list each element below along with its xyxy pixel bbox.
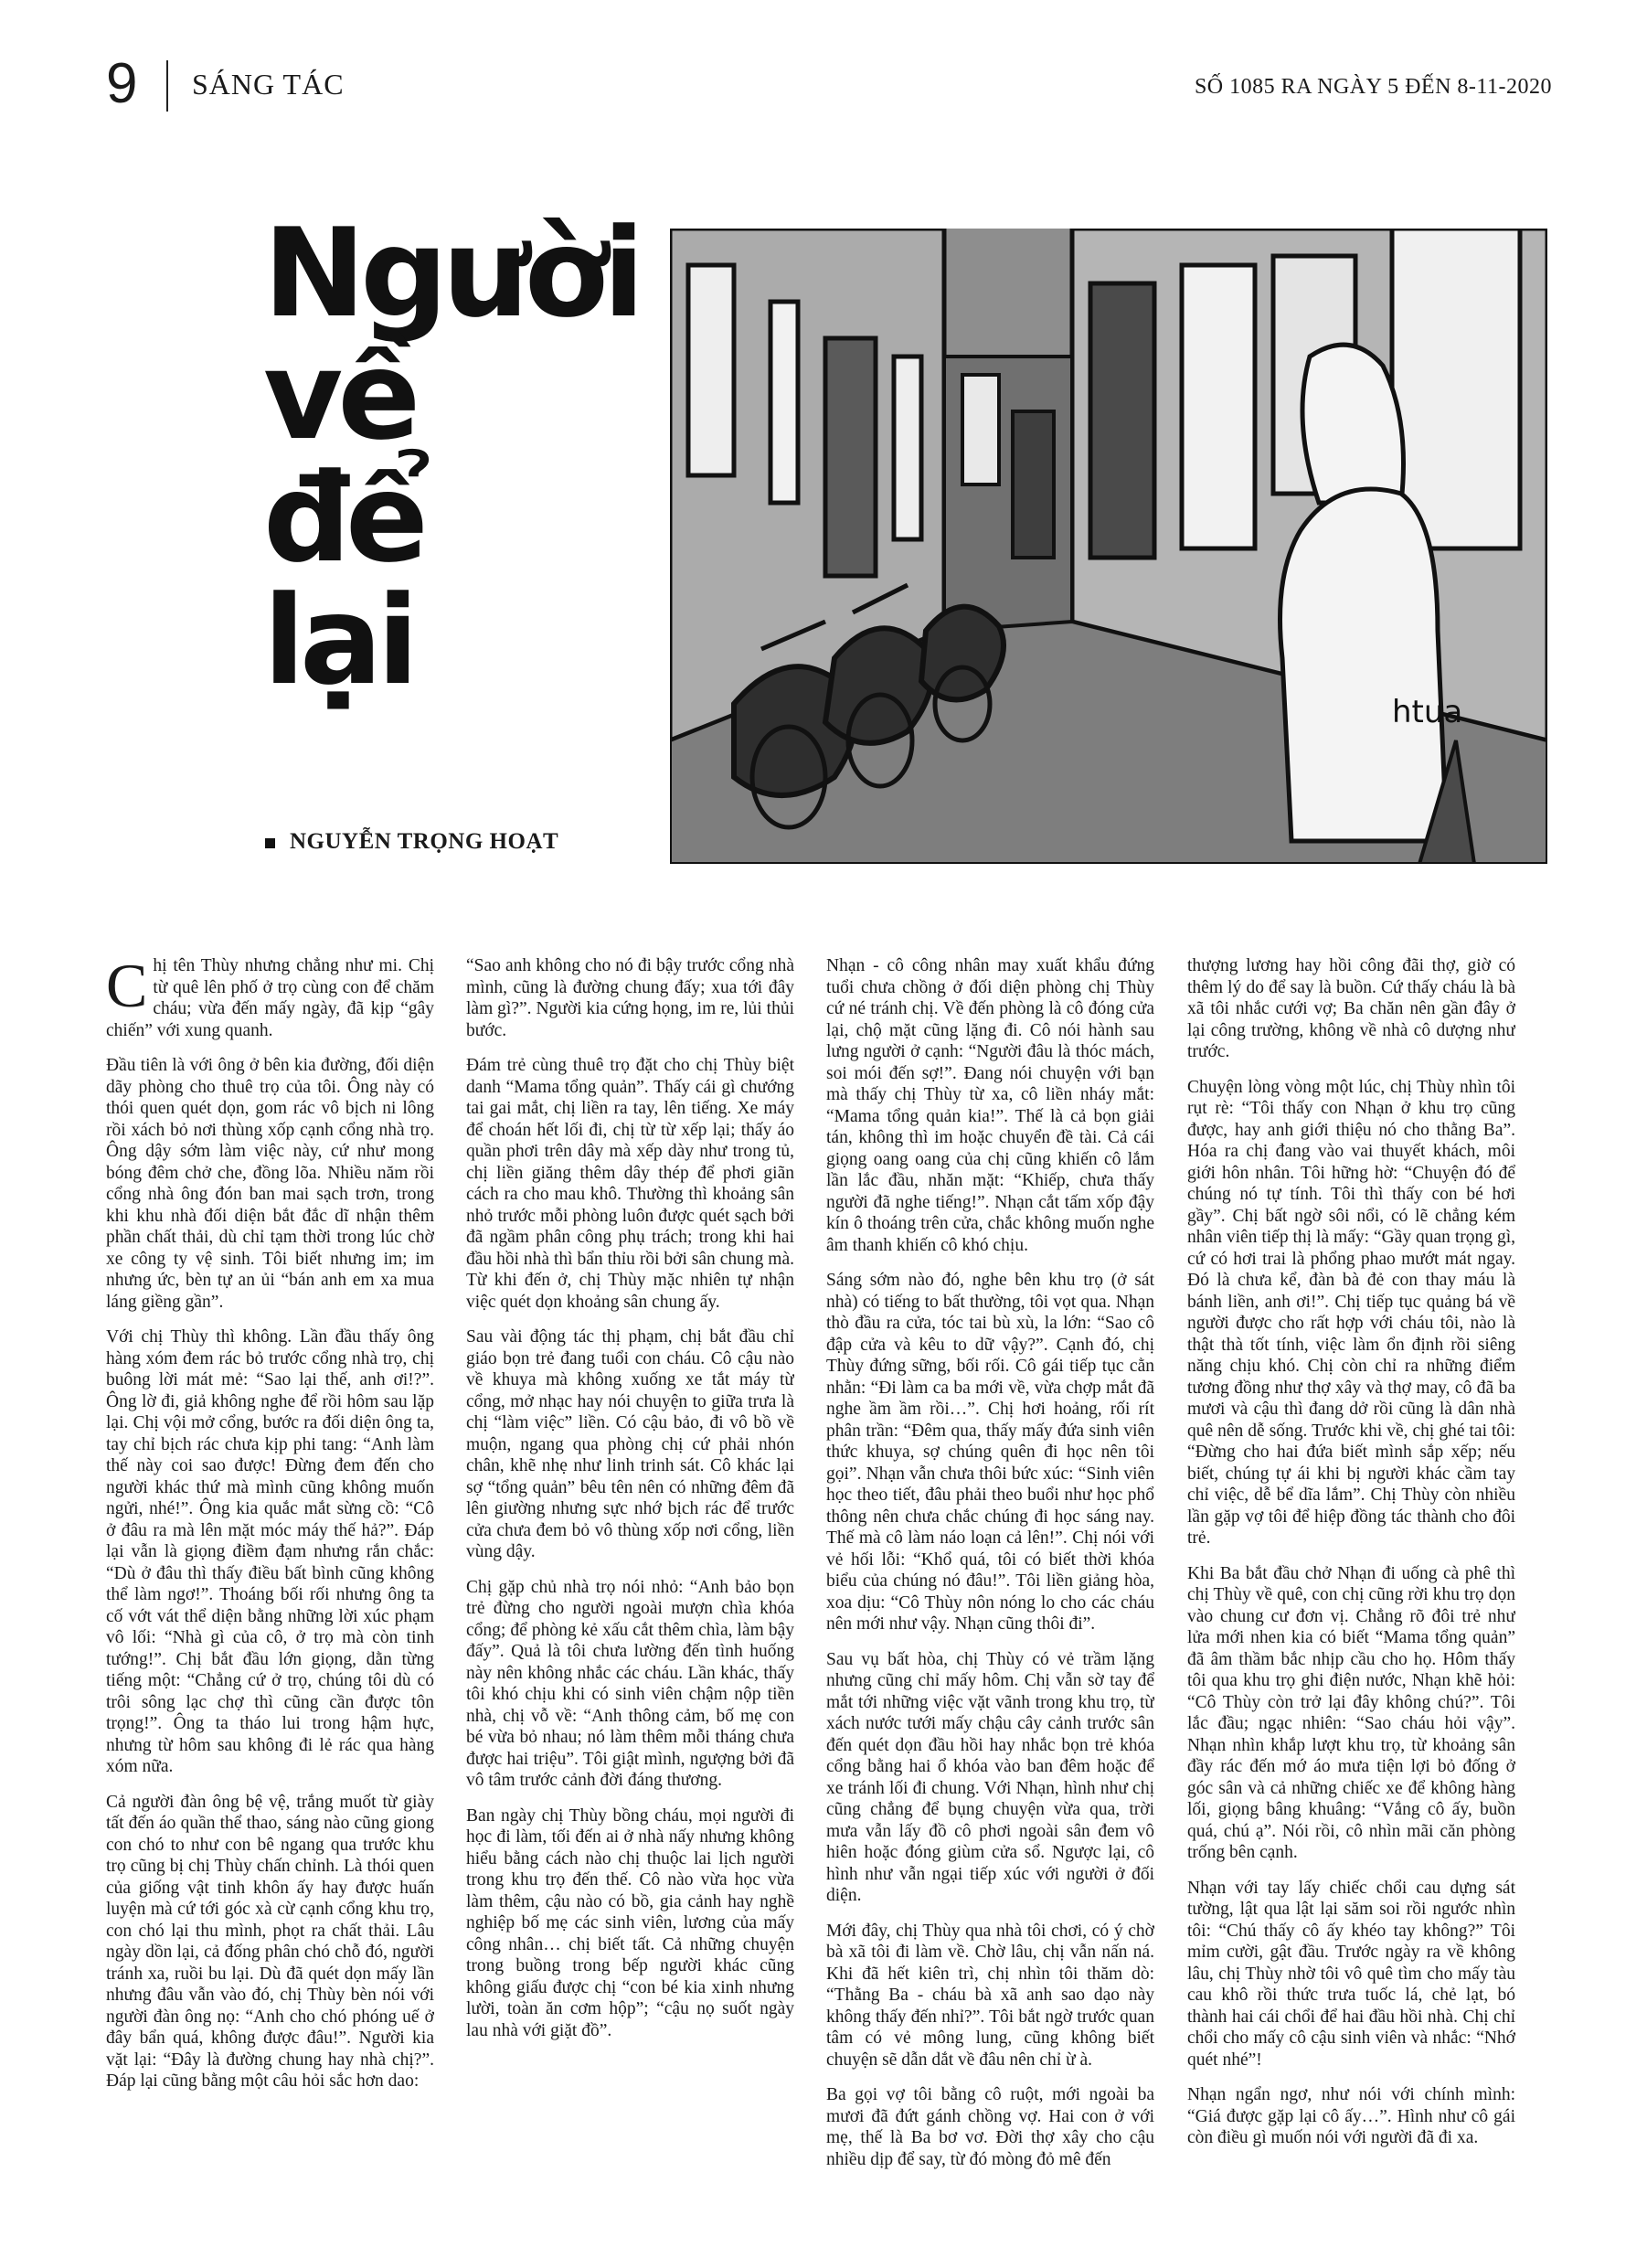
paragraph: Ban ngày chị Thùy bồng cháu, mọi người đi học đi làm, tối đến ai ở nhà nấy nhưng không hiểu bằng cách nào chị thuộc lai lịch người trong khu trọ đến thế. Cô nào vừa học vừa làm thêm, cậu nào có bồ, gia cảnh hay nghề nghiệp bố mẹ các sinh viên, lương của mấy công nhân… chị biết tất. Cả những chuyện trong buồng trong bếp người khác cũng không giấu được chị “con bé kia xinh nhưng lười, toàn ăn cơm hộp”; “cậu nọ suốt ngày lau nhà với giặt đồ”.	[466, 1805, 794, 2040]
paragraph: Nhạn ngẩn ngơ, như nói với chính mình: “Giá được gặp lại cô ấy…”. Hình như cô gái còn điều gì muốn nói với người đã đi xa.	[1187, 2085, 1515, 2147]
column-3	[826, 955, 1154, 2235]
title-line: Người	[263, 202, 640, 345]
paragraph: Nhạn - cô công nhân may xuất khẩu đứng tuổi chưa chồng ở đối diện phòng chị Thùy cứ né tránh chị. Về đến phòng là cô đóng cửa lại, chộ mặt cũng lặng đi. Cô nói hành sau lưng người ở cạnh: “Người đâu là thóc mách, soi mói đến sợ!”. Đang nói chuyện với bạn mà thấy chị Thùy từ xa, cô liền nháy mắt: “Mama tổng quản kia!”. Thế là cả bọn giải tán, không thì im hoặc chuyển đề tài. Cả cái giọng oang oang của chị cũng khiến cô lắm lần lắc đầu, nhăn mặt: “Khiếp, chưa thấy người đã nghe tiếng!”. Nhạn cắt tấm xốp đậy kín ô thoáng trên cửa, chắc không muốn nghe âm thanh khiến cô khó chịu.	[826, 956, 1154, 1255]
title-line: về	[263, 325, 416, 467]
column-4	[1187, 955, 1515, 2235]
paragraph: Đám trẻ cùng thuê trọ đặt cho chị Thùy biệt danh “Mama tổng quản”. Thấy cái gì chướng tai gai mắt, chị liền ra tay, lên tiếng. Xe máy để choán hết lối đi, chị từ từ xếp lại; thấy áo quần phơi trên dây mà xếp dày như trong tủ, chị liền giăng thêm dây thép để phơi giãn cách ra cho mau khô. Thường thì khoảng sân nhỏ trước mỗi phòng luôn được quét sạch bởi đã ngầm phân công phụ trách; trong khi hai đầu hồi nhà thì bẩn thỉu rồi bởi sân chung mà. Từ khi đến ở, chị Thùy mặc nhiên tự nhận việc quét dọn khoảng sân chung ấy.	[466, 1056, 794, 1312]
byline-bullet	[265, 838, 275, 848]
byline	[265, 829, 558, 855]
paragraph: Sau vụ bất hòa, chị Thùy có vẻ trầm lặng nhưng cũng chỉ mấy hôm. Chị vẫn sờ tay để mắt tới những việc vặt vãnh trong khu trọ, từ xách nước tưới mấy chậu cây cảnh trước sân đến quét dọn đầu hồi hay nhắc bọn trẻ khóa cổng bằng hai ổ khóa vào ban đêm hoặc để xe tránh lối đi chung. Với Nhạn, hình như chị cũng chẳng để bụng chuyện vừa qua, trời mưa vẫn lấy đồ cô phơi ngoài sân đem vô hiên hoặc đóng giùm cửa sổ. Ngược lại, cô hình như vẫn ngại tiếp xúc với người ở đối diện.	[826, 1649, 1154, 1905]
page-header	[106, 48, 1552, 121]
paragraph: Với chị Thùy thì không. Lần đầu thấy ông hàng xóm đem rác bỏ trước cổng nhà trọ, chị buông lời mát mẻ: “Sao lại thế, anh ơi!?”. Ông lờ đi, giả không nghe để rồi hôm sau lặp lại. Chị vội mở cổng, bước ra đối diện ông ta, tay chỉ bịch rác chưa kịp phi tang: “Anh làm thế này coi sao được! Đừng đem đến cho người khác thứ mà mình cũng không muốn ngửi, nhé!”. Ông kia quắc mắt sừng cồ: “Cô ở đâu ra mà lên mặt móc máy thế hả?”. Đáp lại vẫn là giọng điềm đạm nhưng rắn chắc: “Dù ở đâu thì thấy điều bất bình cũng không thể làm ngơ!”. Thoáng bối rối nhưng ông ta cố vớt vát thể diện bằng những lời xúc phạm vô lối: “Nhà gì của cô, ở trọ mà còn tinh tướng!”. Chị bắt đầu lớn giọng, dằn từng tiếng một: “Chẳng cứ ở trọ, chúng tôi dù có trôi sông lạc chợ thì cũng cần được tôn trọng!”. Ông ta tháo lui trong hậm hực, nhưng từ hôm sau không đi lẻ rác qua hàng xóm nữa.	[106, 1327, 434, 1776]
paragraph: Sáng sớm nào đó, nghe bên khu trọ (ở sát nhà) có tiếng to bất thường, tôi vọt qua. Nhạn thò đầu ra cửa, tóc tai bù xù, la lớn: “Sao cô đập cửa và kêu to dữ vậy?”. Cạnh đó, chị Thùy đứng sững, bối rối. Cô gái tiếp tục cằn nhằn: “Đi làm ca ba mới về, vừa chợp mắt đã nghe ầm ầm rồi…”. Chị hơi hoảng, rối rít phân trần: “Đêm qua, thấy mấy đứa sinh viên thức khuya, sợ chúng quên đi học nên tôi gọi”. Nhạn vẫn chưa thôi bức xúc: “Sinh viên học theo tiết, đâu phải theo buổi như học phổ thông nên chưa chắc chúng đi học sáng nay. Thế mà cô làm náo loạn cả lên!”. Chị nói với vẻ hối lỗi: “Khổ quá, tôi có biết thời khóa biểu của chúng nó đâu!”. Tôi liền giảng hòa, xoa dịu: “Cô Thùy nôn nóng lo cho các cháu nên mới như vậy. Nhạn cũng thôi đi”.	[826, 1271, 1154, 1634]
section-label: SÁNG TÁC	[192, 68, 345, 101]
paragraph: Nhạn với tay lấy chiếc chổi cau dựng sát tường, lật qua lật lại săm soi rồi ngước nhìn tôi: “Chú thấy cô ấy khéo tay không?” Tôi mỉm cười, gật đầu. Trước ngày ra về không lâu, chị Thùy nhờ tôi vô quê tìm cho mấy tàu cau khô rồi thức trưa tuốc lá, chẻ lạt, bó thành hai cái chổi để hai đầu hồi nhà. Chị chỉ chổi cho mấy cô cậu sinh viên và nhắc: “Nhớ quét nhé”!	[1187, 1878, 1515, 2070]
paragraph-text: hị tên Thùy nhưng chẳng như mi. Chị từ quê lên phố ở trọ cùng con để chăm cháu; vừa đến mấy ngày, đã kịp “gây chiến” với xung quanh.	[106, 956, 434, 1040]
paragraph	[106, 955, 434, 1041]
paragraph: Mới đây, chị Thùy qua nhà tôi chơi, có ý chờ bà xã tôi đi làm về. Chờ lâu, chị vẫn nấn ná. Khi đã hết kiên trì, chị nhìn tôi thăm dò: “Thằng Ba - cháu bà xã anh sao dạo này không thấy đến nhỉ?”. Tôi bắt ngờ trước quan tâm có vẻ mông lung, cũng không biết chuyện sẽ dẫn dắt về đâu nên chỉ ừ à.	[826, 1921, 1154, 2070]
illustration	[670, 229, 1547, 864]
column-2	[466, 955, 794, 2235]
issue-info: SỐ 1085 RA NGÀY 5 ĐẾN 8-11-2020	[1194, 75, 1552, 99]
paragraph: Cả người đàn ông bệ vệ, trắng muốt từ giày tất đến áo quần thể thao, sáng nào cũng giong con chó to như con bê ngang qua trước khu trọ cũng bị chị Thùy chấn chỉnh. Là thói quen của giống vật tinh khôn ấy hay được huấn luyện mà cứ tới góc xà cừ cạnh cổng khu trọ, con chó lại thu mình, phọt ra chất thải. Lâu ngày dồn lại, cả đống phân chó chỗ đó, người tránh xa, ruồi bu lại. Dù đã quét dọn mấy lần nhưng đâu vẫn vào đó, chị Thùy bèn nói với người đàn ông nọ: “Anh cho chó phóng uế ở đây bẩn quá, không được đâu!”. Người kia vặt lại: “Đây là đường chung hay nhà chị?”. Đáp lại cũng bằng một câu hỏi sắc hơn dao:	[106, 1792, 434, 2091]
paragraph: “Sao anh không cho nó đi bậy trước cổng nhà mình, cũng là đường chung đấy; xua tới đây làm gì?”. Người kia cứng họng, im re, lủi thủi bước.	[466, 956, 794, 1040]
title-line: để	[263, 447, 423, 590]
page-number: 9	[106, 52, 138, 115]
paragraph: Chị gặp chủ nhà trọ nói nhỏ: “Anh bảo bọn trẻ đừng cho người ngoài mượn chìa khóa cổng; để phòng kẻ xấu cắt thêm chìa, làm bậy đấy”. Quả là tôi chưa lường đến tình huống này nên không nhắc các cháu. Lần khác, thấy tôi khó chịu khi có sinh viên chậm nộp tiền nhà, chị vỗ về: “Anh thông cảm, bố mẹ con bé vừa bỏ nhau; nó làm thêm mỗi tháng chưa được hai triệu”. Tôi giật mình, ngượng bởi đã vô tâm trước cảnh đời đáng thương.	[466, 1577, 794, 1790]
dropcap: C	[106, 955, 148, 1020]
paragraph: Chuyện lòng vòng một lúc, chị Thùy nhìn tôi rụt rè: “Tôi thấy con Nhạn ở khu trọ cũng được, hay anh giới thiệu nó cho thằng Ba”. Hóa ra chị đang vào vai thuyết khách, môi giới hôn nhân. Tôi hững hờ: “Chuyện đó để chúng nó tự tính. Tôi thì thấy con bé hơi gầy”. Chị bất ngờ sôi nổi, có lẽ chẳng kém nhân viên tiếp thị là mấy: “Gầy quan trọng gì, cứ có hơi trai là phổng phao mướt mát ngay. Đó là chưa kể, đàn bà đẻ con thay máu là bánh liền, anh ơi!”. Chị tiếp tục quảng bá về người được cho rất hợp với cháu tôi, nào là thật thà tốt tính, việc làm ổn định rồi siêng năng chịu khó. Chị còn chỉ ra những điểm tương đồng như thợ xây và thợ may, cô đã ba mươi và cậu thì đang dở rồi cũng là dân nhà quê nên dễ sống. Trước khi về, chị ghé tai tôi: “Đừng cho hai đứa biết mình sắp xếp; nếu biết, chúng tự ái khi bị người khác cầm tay chỉ việc, dễ bể dĩa lắm”. Chị Thùy còn nhiều lần gặp vợ tôi để hiệp đồng tác thành cho đôi trẻ.	[1187, 1077, 1515, 1548]
paragraph: Sau vài động tác thị phạm, chị bắt đầu chỉ giáo bọn trẻ đang tuổi con cháu. Cô cậu nào về khuya mà không xuống xe tắt máy từ cổng, mở nhạc hay nói chuyện to giữa trưa là chị “làm việc” liền. Có cậu bảo, đi vô bồ về muộn, ngang qua phòng chị cứ phải nhón chân, khẽ nhẹ như linh trinh sát. Cô khác lại sợ “tổng quản” bêu tên nên có những đêm đã lên giường nhưng sực nhớ bịch rác để trước cửa chưa đem bỏ vô thùng xốp nơi cổng, liền vùng dậy.	[466, 1327, 794, 1561]
paragraph: thượng lương hay hồi công đãi thợ, giờ có thêm lý do để say là buồn. Cứ thấy cháu là bà xã tôi nhắc cưới vợ; Ba chăn nên gần đây ở lại công trường, không về nhà cô dượng như trước.	[1187, 956, 1515, 1061]
article-body	[106, 955, 1541, 2235]
paragraph: Đầu tiên là với ông ở bên kia đường, đối diện dãy phòng cho thuê trọ của tôi. Ông này có thói quen quét dọn, gom rác vô bịch ni lông rồi xách bỏ nơi thùng xốp cạnh cổng nhà trọ. Ông dậy sớm làm việc này, cứ như mong bóng đêm chở che, đồng lõa. Nhiều năm rồi cổng nhà ông đón ban mai sạch trơn, trong khi khu nhà đối diện bắt đắc dĩ nhận thêm phần chất thải, dù chỉ tạm thời trong lúc chờ xe công ty vệ sinh. Tôi biết nhưng im; im nhưng ức, bèn tự an ủi “bán anh em xa mua láng giềng gần”.	[106, 1056, 434, 1312]
article-title	[263, 202, 656, 712]
title-line: lại	[263, 570, 414, 712]
illustration-signature: htua	[1392, 694, 1463, 730]
author-name: NGUYỄN TRỌNG HOẠT	[290, 829, 559, 854]
paragraph: Khi Ba bắt đầu chở Nhạn đi uống cà phê thì chị Thùy về quê, con chị cũng rời khu trọ dọn vào chung cư đơn vị. Chẳng rõ đôi trẻ như lửa mới nhen kia có biết “Mama tổng quản” đã âm thầm bắc nhịp cầu cho họ. Hôm thấy tôi qua khu trọ ghi điện nước, Nhạn khẽ hỏi: “Cô Thùy còn trở lại đây không chú?”. Tôi lắc đầu; ngạc nhiên: “Sao cháu hỏi vậy”. Nhạn nhìn khắp lượt khu trọ, từ khoảng sân đầy rác đến mớ áo mưa tiện lợi bỏ đống ở góc sân và cả những chiếc xe để không hàng lối, giọng bâng khuâng: “Vắng cô ấy, buồn quá, chú ạ”. Nói rồi, cô nhìn mãi căn phòng trống bên cạnh.	[1187, 1563, 1515, 1862]
header-divider	[166, 60, 168, 112]
column-1	[106, 955, 434, 2235]
paragraph: Ba gọi vợ tôi bằng cô ruột, mới ngoài ba mươi đã đứt gánh chồng vợ. Hai con ở với mẹ, thế là Ba bơ vơ. Đời thợ xây cho cậu nhiều dịp để say, từ đó mòng đỏ mê đến	[826, 2085, 1154, 2169]
